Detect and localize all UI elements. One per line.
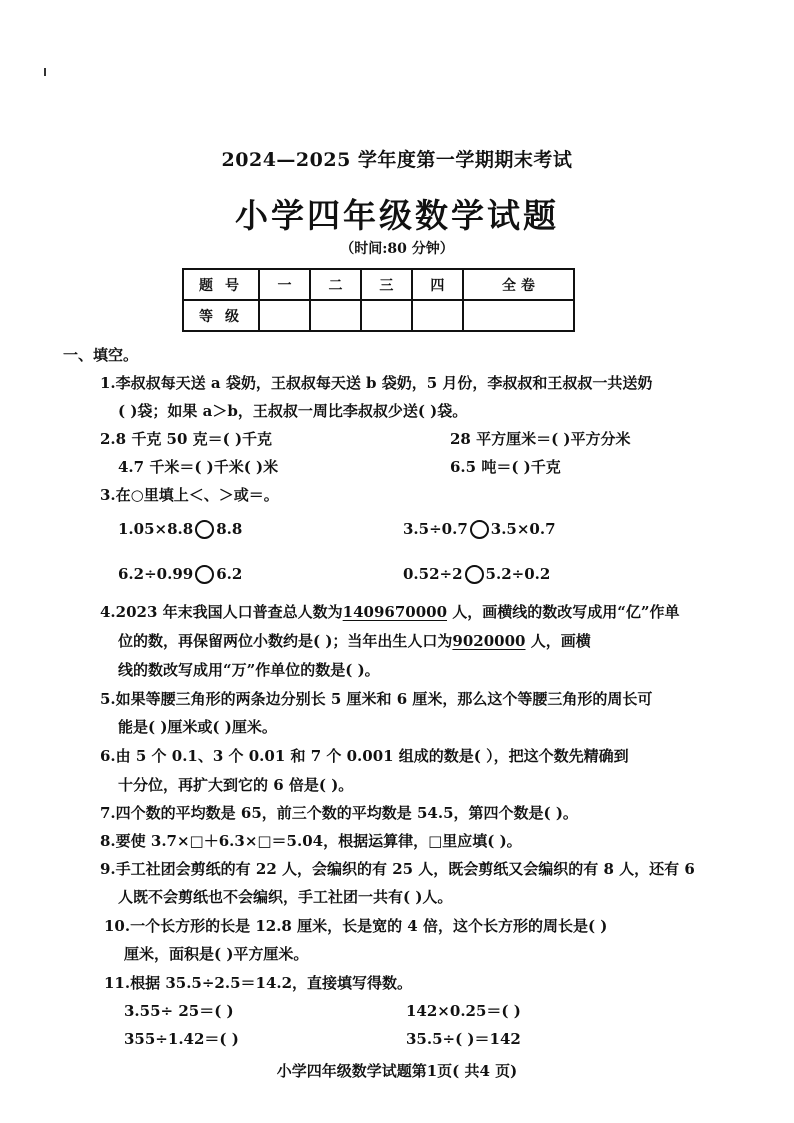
question-8: 8.要使 3.7×□＋6.3×□＝5.04，根据运算律，□里应填( )。 — [100, 832, 522, 850]
question-4-line1 — [100, 601, 680, 622]
question-6-line2: 十分位，再扩大到它的 6 倍是( )。 — [118, 776, 354, 794]
expression-left: 6.2÷0.99 — [118, 565, 194, 583]
expression-right: 6.2 — [216, 565, 243, 583]
exam-title: 2024—2025 学年度第一学期期末考试 — [221, 149, 573, 171]
scan-mark — [44, 68, 46, 76]
expression-right: 5.2÷0.2 — [485, 565, 551, 583]
score-table — [182, 268, 575, 332]
compare-circle[interactable] — [465, 565, 484, 584]
expression-right: 8.8 — [216, 520, 243, 538]
score-table-col: 全 卷 — [463, 269, 574, 300]
compare-circle[interactable] — [470, 520, 489, 539]
score-cell[interactable] — [463, 300, 574, 331]
question-1-line2: ( )袋；如果 a＞b，王叔叔一周比李叔叔少送( )袋。 — [118, 402, 468, 420]
question-10-line2: 厘米，面积是( )平方厘米。 — [124, 945, 309, 963]
question-3d — [403, 565, 550, 584]
score-table-col: 二 — [310, 269, 361, 300]
section-title: 一、填空。 — [63, 346, 139, 364]
question-11-stem: 11.根据 35.5÷2.5＝14.2，直接填写得数。 — [104, 974, 413, 992]
underlined-number: 1409670000 — [342, 603, 448, 621]
question-11a: 3.55÷ 25＝( ) — [124, 1002, 234, 1020]
question-5-line1: 5.如果等腰三角形的两条边分别长 5 厘米和 6 厘米，那么这个等腰三角形的周长可 — [100, 690, 653, 708]
compare-circle[interactable] — [195, 520, 214, 539]
score-cell[interactable] — [412, 300, 463, 331]
score-cell[interactable] — [259, 300, 310, 331]
question-2d: 6.5 吨＝( )千克 — [450, 458, 561, 476]
compare-circle[interactable] — [195, 565, 214, 584]
expression-left: 0.52÷2 — [403, 565, 463, 583]
time-limit: （时间:80 分钟） — [340, 241, 454, 257]
question-11d: 35.5÷( )＝142 — [406, 1030, 521, 1048]
question-9-line1: 9.手工社团会剪纸的有 22 人，会编织的有 25 人，既会剪纸又会编织的有 8 人，还有 6 — [100, 860, 695, 878]
underlined-number: 9020000 — [452, 632, 526, 650]
question-11c: 355÷1.42＝( ) — [124, 1030, 239, 1048]
question-11b: 142×0.25＝( ) — [406, 1002, 521, 1020]
question-7: 7.四个数的平均数是 65，前三个数的平均数是 54.5，第四个数是( )。 — [100, 804, 578, 822]
question-2c: 4.7 千米＝( )千米( )米 — [118, 458, 279, 476]
expression-left: 3.5÷0.7 — [403, 520, 468, 538]
question-6-line1: 6.由 5 个 0.1、3 个 0.01 和 7 个 0.001 组成的数是( ），把这个数先精确到 — [100, 747, 629, 765]
question-2a: 2.8 千克 50 克＝( )千克 — [100, 430, 273, 448]
score-table-header-row — [183, 269, 574, 300]
score-table-col: 四 — [412, 269, 463, 300]
score-cell[interactable] — [310, 300, 361, 331]
question-3a — [118, 520, 242, 539]
score-table-grade-row — [183, 300, 574, 331]
question-5-line2: 能是( )厘米或( )厘米。 — [118, 718, 277, 736]
score-table-col: 一 — [259, 269, 310, 300]
question-3c — [118, 565, 242, 584]
question-2b: 28 平方厘米＝( )平方分米 — [450, 430, 631, 448]
text-segment: 人，画横 — [525, 632, 591, 650]
expression-left: 1.05×8.8 — [118, 520, 194, 538]
score-cell[interactable] — [361, 300, 412, 331]
question-10-line1: 10.一个长方形的长是 12.8 厘米，长是宽的 4 倍，这个长方形的周长是( ) — [104, 917, 608, 935]
page-title: 小学四年级数学试题 — [235, 196, 559, 235]
score-table-row-label: 等级 — [183, 300, 259, 331]
score-table-row-label: 题号 — [183, 269, 259, 300]
text-segment: 人，画横线的数改写成用“亿”作单 — [447, 603, 680, 621]
score-table-col: 三 — [361, 269, 412, 300]
question-4-line2 — [118, 630, 591, 651]
page-footer: 小学四年级数学试题第1页( 共4 页) — [276, 1062, 518, 1080]
question-3b — [403, 520, 556, 539]
expression-right: 3.5×0.7 — [490, 520, 556, 538]
question-3-stem: 3.在○里填上＜、＞或＝。 — [100, 486, 279, 504]
text-segment: 位的数，再保留两位小数约是( )；当年出生人口为 — [118, 632, 453, 650]
text-segment: 4.2023 年末我国人口普查总人数为 — [100, 603, 343, 621]
question-4-line3: 线的数改写成用“万”作单位的数是( )。 — [118, 661, 380, 679]
question-1-line1: 1.李叔叔每天送 a 袋奶，王叔叔每天送 b 袋奶，5 月份，李叔叔和王叔叔一共送奶 — [100, 374, 653, 392]
question-9-line2: 人既不会剪纸也不会编织，手工社团一共有( )人。 — [118, 888, 453, 906]
